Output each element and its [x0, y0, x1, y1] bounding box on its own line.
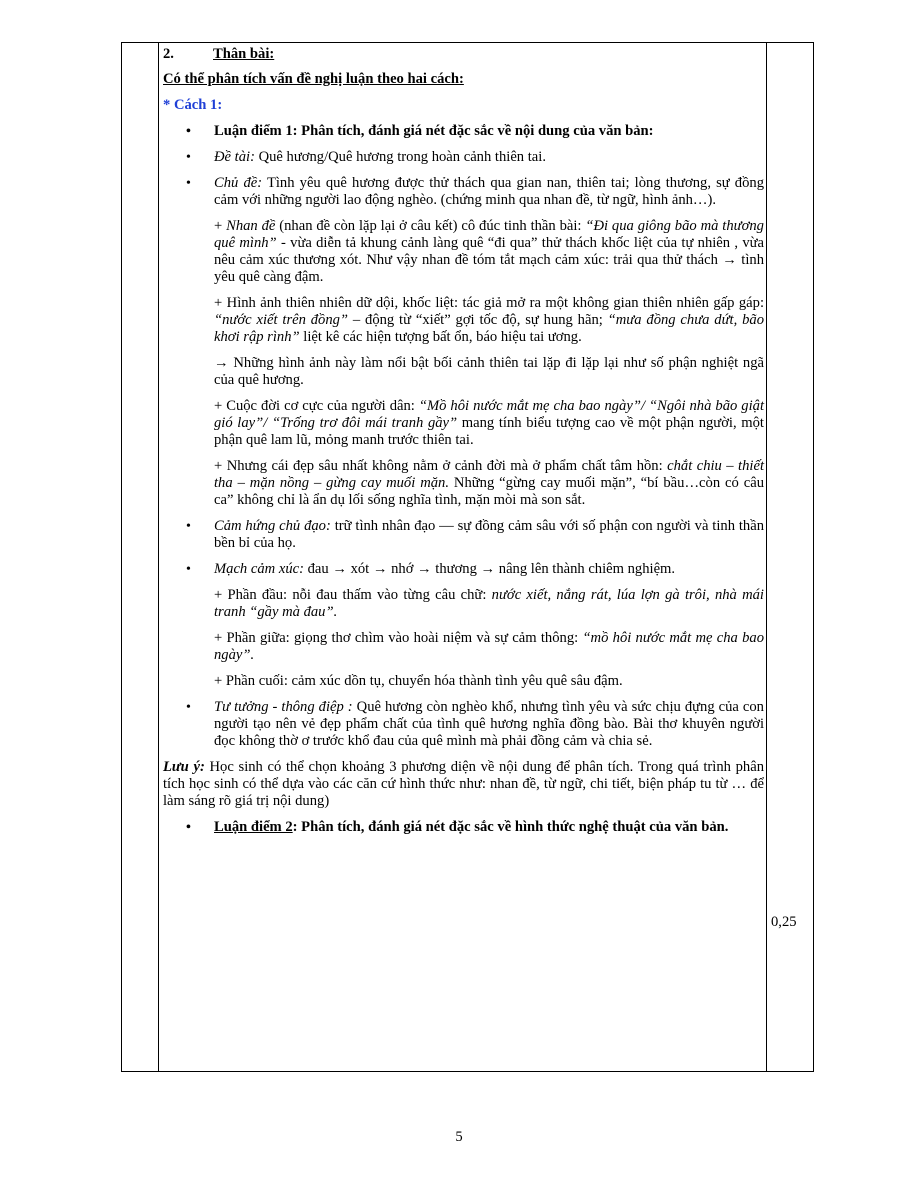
point-1-heading: • Luận điểm 1: Phân tích, đánh giá nét đặc sắc về nội dung của văn bản: — [163, 123, 764, 140]
point-2-heading — [163, 819, 764, 836]
column-divider-right — [766, 43, 767, 1071]
beauty-text-1: + Nhưng cái đẹp sâu nhất không nằm ở cảnh đời mà ở phẩm chất tâm hồn: — [214, 458, 668, 474]
topic-text: Quê hương/Quê hương trong hoàn cảnh thiên tai. — [254, 149, 546, 165]
part-2 — [163, 630, 764, 664]
emotion-label: Mạch cảm xúc: — [214, 561, 304, 577]
title-analysis-text-1: (nhan đề còn lặp lại ở câu kết) cô đúc tinh thần bài: — [275, 218, 586, 234]
point-2-label: Luận điểm 2 — [214, 819, 293, 835]
message-text: Quê hương còn nghèo khổ, nhưng tình yêu và sức chịu đựng của con người tạo nên vẻ đẹp phẩm chất của tình quê hương nghĩa đồng bào. Bài thơ khuyên người đọc không thờ ơ trước khổ đau của quê mình mà phải đồng cảm và chia sẻ. — [214, 699, 764, 749]
life-analysis — [163, 398, 764, 449]
content-points-list — [163, 123, 764, 209]
beauty-text-2: Những “gừng cay muối mặn”, “bí bầu…còn có câu ca” không chỉ là ẩn dụ lối sống nghĩa tình, mặn mòi mà son sắt. — [214, 475, 764, 508]
column-divider-left — [158, 43, 159, 1071]
nature-quote-1: “nước xiết trên đồng” — [214, 312, 349, 328]
life-text-2: mang tính biểu tượng cao về một phận người, một phận quê lam lũ, mỏng manh trước thiên tai. — [214, 415, 764, 448]
point-2-list — [163, 819, 764, 836]
section-number: 2. — [163, 46, 174, 62]
note-paragraph — [163, 759, 764, 810]
score-value: 0,25 — [771, 914, 797, 930]
theme-label: Chủ đề: — [214, 175, 263, 191]
nature-text-1: + Hình ảnh thiên nhiên dữ dội, khốc liệt: tác giả mở ra một không gian thiên nhiên gấp gáp: — [214, 295, 764, 311]
answer-content — [163, 46, 764, 845]
inspiration-item — [163, 518, 764, 552]
part-1-quote: nước xiết, nắng rát, lúa lợn gà trôi, nhà mái tranh “gầy mà đau”. — [214, 587, 764, 620]
part-2-text: + Phần giữa: giọng thơ chìm vào hoài niệm và sự cảm thông: — [214, 630, 583, 646]
nature-analysis — [163, 295, 764, 346]
note-text: Học sinh có thể chọn khoảng 3 phương diện về nội dung để phân tích. Trong quá trình phân tích học sinh có thể dựa vào các căn cứ hình thức như: nhan đề, từ ngữ, chi tiết, biện pháp tu từ … để làm sáng rõ giá trị nội dung) — [163, 759, 764, 809]
life-quote: “Mồ hôi nước mắt mẹ cha bao ngày”/ “Ngôi nhà bão giật gió lay”/ “Trống trơ đôi mái tranh gầy” — [214, 398, 764, 431]
inspiration-label: Cảm hứng chủ đạo: — [214, 518, 331, 534]
section-title: Thân bài: — [213, 46, 275, 62]
title-analysis-prefix: + — [214, 218, 227, 234]
beauty-quote: chắt chiu – thiết tha – mặn nồng – gừng cay muối mặn. — [214, 458, 764, 491]
point-2-text: : Phân tích, đánh giá nét đặc sắc về hình thức nghệ thuật của văn bản. — [292, 819, 729, 835]
part-1 — [163, 587, 764, 621]
theme-item — [163, 175, 764, 209]
title-analysis — [163, 218, 764, 286]
note-label: Lưu ý: — [163, 759, 205, 775]
title-analysis-text-2: - vừa diễn tả khung cảnh làng quê “đi qua” thử thách khốc liệt của tự nhiên , vừa nêu cảm xúc thương xót. Như vậy nhan đề tóm tắt mạch cảm xúc: trải qua thử thách → tình yêu quê càng đậm. — [214, 235, 764, 285]
emotion-item — [163, 561, 764, 578]
message-label: Tư tưởng - thông điệp : — [214, 699, 353, 715]
message-list — [163, 699, 764, 750]
section-heading — [163, 46, 764, 63]
nature-text-3: liệt kê các hiện tượng bất ổn, báo hiệu tai ương. — [299, 329, 582, 345]
life-text-1: + Cuộc đời cơ cực của người dân: — [214, 398, 419, 414]
message-item — [163, 699, 764, 750]
inspiration-text: trữ tình nhân đạo — sự đồng cảm sâu với số phận con người và tinh thần bền bỉ của họ. — [214, 518, 765, 551]
part-1-text: + Phần đầu: nỗi đau thấm vào từng câu chữ: — [214, 587, 492, 603]
beauty-analysis — [163, 458, 764, 509]
nature-text-2: – động từ “xiết” gợi tốc độ, sự hung hãn; — [348, 312, 608, 328]
title-analysis-term: Nhan đề — [226, 218, 276, 234]
inspiration-list — [163, 518, 764, 578]
topic-label: Đề tài: — [214, 149, 255, 165]
arrow-conclusion: → Những hình ảnh này làm nổi bật bối cảnh thiên tai lặp đi lặp lại như số phận nghiệt ngã của quê hương. — [214, 355, 764, 388]
part-3: + Phần cuối: cảm xúc dồn tụ, chuyển hóa thành tình yêu quê sâu đậm. — [214, 673, 623, 689]
subtitle: Có thể phân tích vấn đề nghị luận theo hai cách: — [163, 71, 464, 87]
method-1-label: * Cách 1: — [163, 97, 223, 113]
answer-table — [121, 42, 814, 1072]
emotion-text: đau → xót → nhớ → thương → nâng lên thành chiêm nghiệm. — [303, 561, 676, 577]
page-number: 5 — [455, 1129, 463, 1145]
title-analysis-quote: “Đi qua giông bão mà thương quê mình” — [214, 218, 764, 251]
nature-quote-2: “mưa đồng chưa dứt, bão khơi rập rình” — [214, 312, 764, 345]
part-2-quote: “mồ hôi nước mắt mẹ cha bao ngày”. — [214, 630, 764, 663]
topic-item — [163, 149, 764, 166]
theme-text: Tình yêu quê hương được thử thách qua gian nan, thiên tai; lòng thương, sự đồng cảm với những người lao động nghèo. (chứng minh qua nhan đề, từ ngữ, hình ảnh…). — [214, 175, 764, 208]
